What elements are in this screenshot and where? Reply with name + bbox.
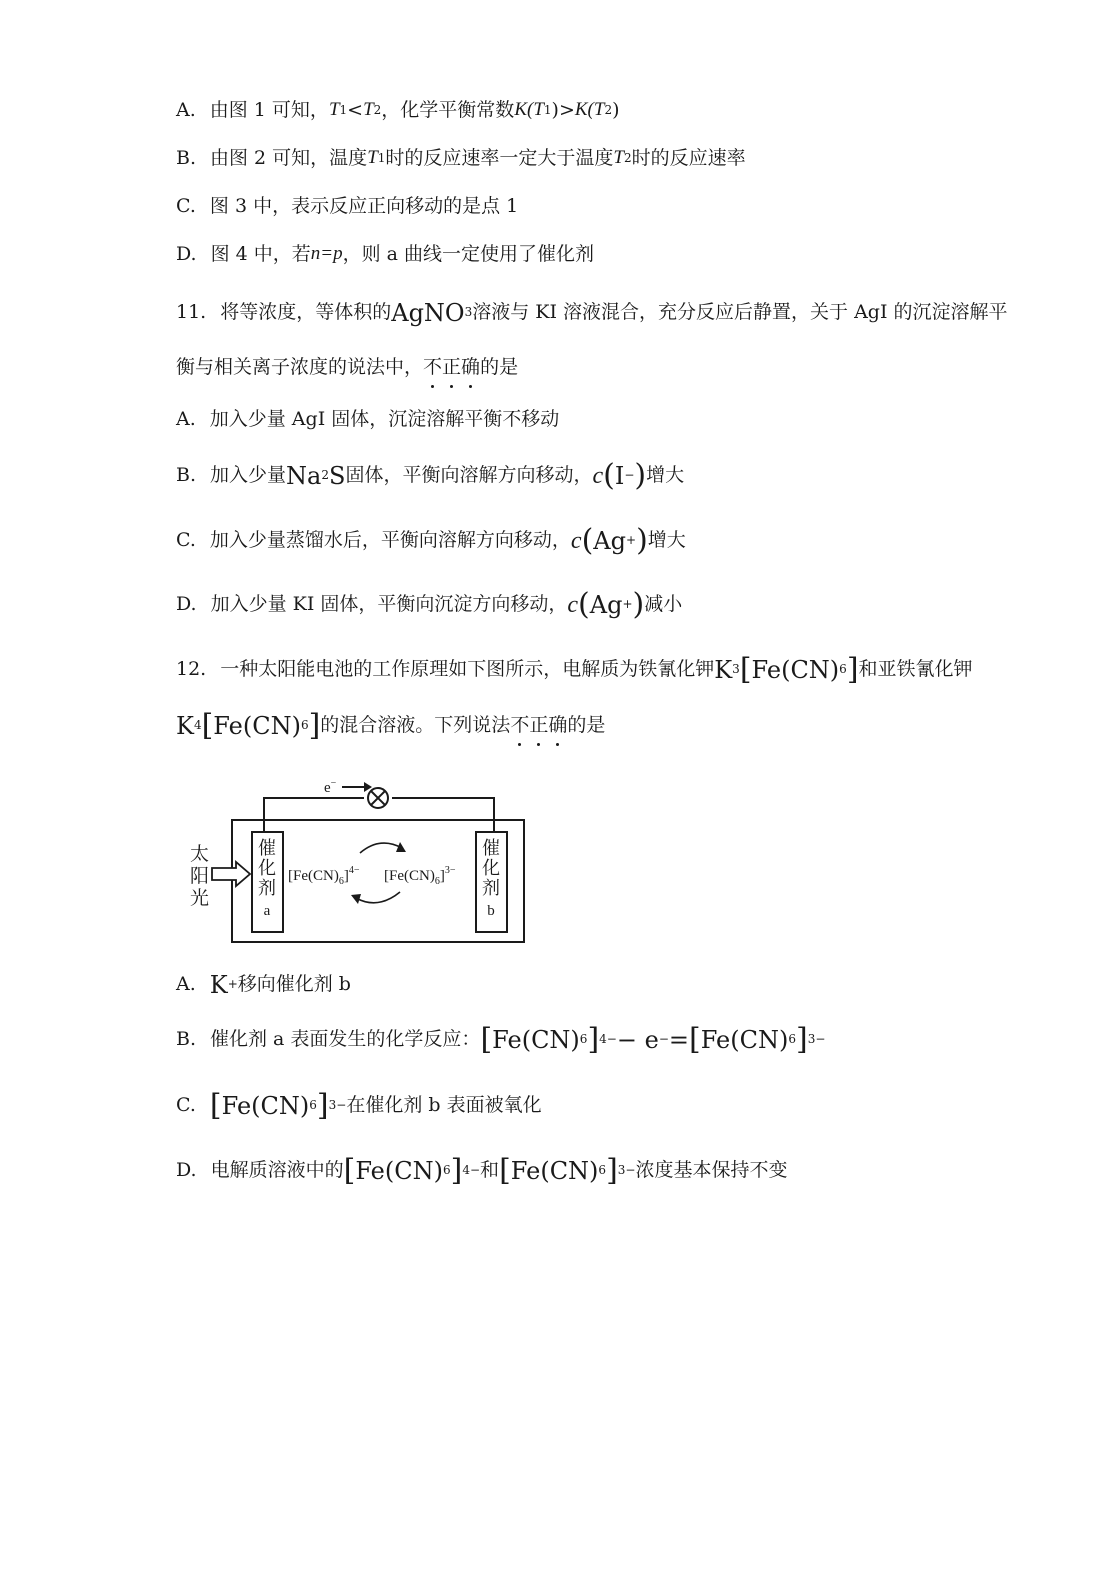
- svg-text:阳: 阳: [190, 866, 210, 887]
- electron-label: e−: [324, 778, 337, 796]
- svg-text:催: 催: [482, 838, 500, 858]
- option-label: C.: [176, 195, 196, 217]
- emphasis-dot: 确: [461, 356, 481, 378]
- option-label: B.: [176, 1028, 197, 1050]
- svg-text:a: a: [263, 903, 271, 919]
- emphasis-dot: 确: [548, 714, 568, 736]
- q12-option-d: D. 电解质溶液中的 [ Fe(CN) 6 ] 4− 和 [ Fe(CN) 6 ] 3− 浓度基本保持不变: [176, 1153, 788, 1188]
- svg-text:化: 化: [482, 858, 500, 878]
- option-label: D.: [176, 593, 197, 615]
- q11-option-d: D. 加入少量 KI 固体，平衡向沉淀方向移动， c ( Ag + ) 减小: [176, 587, 683, 622]
- q10-option-d: D. 图 4 中，若 n=p ，则 a 曲线一定使用了催化剂: [176, 243, 595, 265]
- svg-text:剂: 剂: [482, 878, 500, 898]
- emphasis-dot: 不: [423, 356, 443, 378]
- cycle-arrow-bottom-icon: [351, 892, 400, 904]
- option-label: C.: [176, 529, 196, 551]
- svg-text:b: b: [487, 903, 495, 919]
- question-number: 12.: [176, 658, 207, 680]
- q11-stem-line2: 衡与相关离子浓度的说法中， 不 正 确 的是: [176, 356, 519, 378]
- solar-cell-diagram: [176, 776, 536, 952]
- q11-option-b: B. 加入少量 Na 2 S 固体，平衡向溶解方向移动， c ( I − ) 增大: [176, 458, 685, 493]
- emphasis-dot: 正: [442, 356, 462, 378]
- q10-option-b: B. 由图 2 可知，温度 T 1 时的反应速率一定大于温度 T 2 时的反应速率: [176, 147, 746, 169]
- lamp-icon: [368, 788, 388, 808]
- emphasis-dot: 不: [510, 714, 530, 736]
- svg-text:光: 光: [190, 888, 210, 909]
- option-label: A.: [176, 408, 196, 430]
- emphasis-dot: 正: [529, 714, 549, 736]
- ferricyanide-label: $[Fe(CN)_6]^{3-}$: [384, 865, 456, 887]
- q12-stem-line1: 12. 一种太阳能电池的工作原理如下图所示，电解质为铁氰化钾 K 3 [ Fe(CN) 6 ] 和亚铁氰化钾: [176, 652, 973, 687]
- q10-option-c: C. 图 3 中，表示反应正向移动的是点 1: [176, 195, 519, 217]
- ferrocyanide-label: $[Fe(CN)_6]^{4-}$: [288, 865, 360, 887]
- svg-text:剂: 剂: [258, 878, 276, 898]
- external-wire-right: [392, 798, 494, 832]
- option-label: D.: [176, 243, 197, 265]
- option-label: A.: [176, 973, 196, 995]
- q12-option-b: B. 催化剂 a 表面发生的化学反应： [ Fe(CN) 6 ] 4− − e − = [ Fe(CN) 6 ] 3−: [176, 1022, 826, 1057]
- q12-option-a: A. K + 移向催化剂 b: [176, 971, 351, 999]
- cycle-arrow-top-icon: [360, 842, 406, 853]
- svg-text:太: 太: [190, 844, 210, 865]
- catalyst-a-label: [258, 838, 276, 919]
- option-label: C.: [176, 1094, 196, 1116]
- q12-option-c: C. [ Fe(CN) 6 ] 3− 在催化剂 b 表面被氧化: [176, 1088, 542, 1123]
- svg-text:催: 催: [258, 838, 276, 858]
- electron-arrow-icon: [342, 782, 372, 792]
- option-label: D.: [176, 1159, 197, 1181]
- external-wire-left: [264, 798, 364, 832]
- q12-stem-line2: K 4 [ Fe(CN) 6 ] 的混合溶液。下列说法 不 正 确 的是: [176, 708, 606, 743]
- sunlight-label: [190, 843, 209, 909]
- catalyst-b-label: [482, 838, 500, 919]
- q11-option-c: C. 加入少量蒸馏水后，平衡向溶解方向移动， c ( Ag + ) 增大: [176, 523, 686, 558]
- option-label: A.: [176, 99, 196, 121]
- option-label: B.: [176, 464, 197, 486]
- q11-option-a: A. 加入少量 AgI 固体，沉淀溶解平衡不移动: [176, 408, 560, 430]
- question-number: 11.: [176, 301, 207, 323]
- svg-text:化: 化: [258, 858, 276, 878]
- q11-stem-line1: 11. 将等浓度，等体积的 AgNO 3 溶液与 KI 溶液混合，充分反应后静置，关于 AgI 的沉淀溶解平: [176, 299, 1008, 327]
- option-label: B.: [176, 147, 197, 169]
- q10-option-a: A. 由图 1 可知， T 1 < T 2 ，化学平衡常数 K(T 1 )> K(T 2 ): [176, 99, 620, 121]
